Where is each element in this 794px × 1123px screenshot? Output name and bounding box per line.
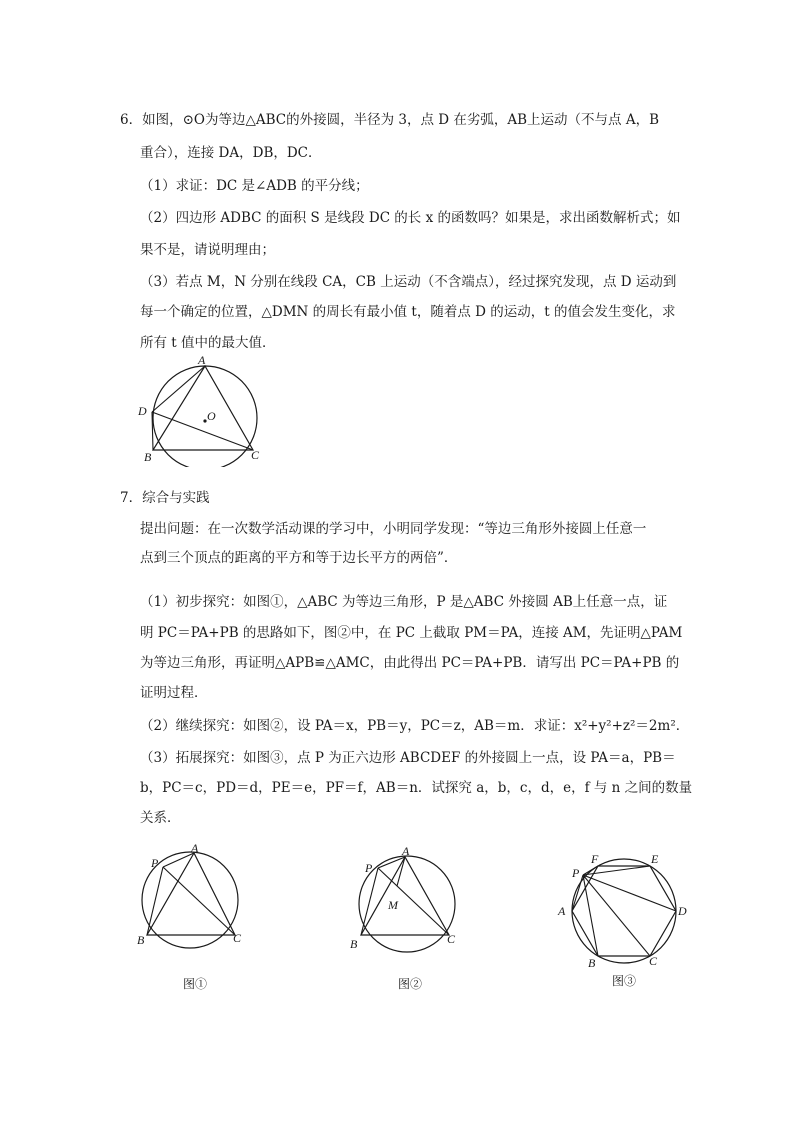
q6-triangle-abc <box>153 366 253 450</box>
fig2-label-a: A <box>402 844 410 858</box>
fig3-line-pd <box>583 875 676 911</box>
fig2-line-pb <box>361 868 378 935</box>
q6-label-o: O <box>207 409 216 423</box>
figure-2 <box>345 842 465 957</box>
fig1-label-a: A <box>191 841 199 855</box>
fig3-label-f: F <box>591 852 599 866</box>
q6-part-3: （3）若点 M，N 分别在线段 CA，CB 上运动（不含端点），经过探究发现，点 D 运动到 <box>140 274 677 290</box>
q7-problem-cont: 点到三个顶点的距离的平方和等于边长平方的两倍”． <box>140 550 458 566</box>
fig2-label-b: B <box>350 937 358 951</box>
fig1-label-c: C <box>233 931 242 945</box>
fig3-line-pa <box>572 875 583 911</box>
fig3-line-pe <box>583 866 650 875</box>
fig3-label-c: C <box>649 954 658 968</box>
q6-label-a: A <box>198 353 206 367</box>
q6-part-2-cont: 果不是，请说明理由； <box>140 242 275 258</box>
fig2-label-m: M <box>388 898 398 912</box>
fig2-label-c: C <box>447 932 456 946</box>
figure-1 <box>135 840 255 955</box>
fig3-label-e: E <box>651 852 659 866</box>
fig3-hexagon <box>572 866 676 956</box>
q6-part-3-cont: 每一个确定的位置，△DMN 的周长有最小值 t，随着点 D 的运动，t 的值会发生变化，求 <box>140 304 676 320</box>
fig3-line-pc <box>583 875 650 956</box>
figure-2-caption: 图② <box>398 977 423 991</box>
q6-label-c: C <box>251 448 260 462</box>
figure-1-caption: 图① <box>183 977 208 991</box>
q7-part-1-cont: 明 PC＝PA+PB 的思路如下，图②中，在 PC 上截取 PM＝PA，连接 AM，先证明△PAM <box>140 625 683 641</box>
fig1-label-b: B <box>137 933 145 947</box>
q6-circle <box>153 366 257 467</box>
q7-part-3-cont: b，PC＝c，PD＝d，PE＝e，PF＝f，AB＝n．试探究 a，b，c，d，e，f 与 n 之间的数量 <box>140 780 693 796</box>
q6-part-3-cont2: 所有 t 值中的最大值． <box>140 335 276 351</box>
fig3-label-p: P <box>572 866 580 880</box>
fig1-line-pb <box>147 867 163 935</box>
fig2-line-am <box>397 857 405 886</box>
q6-label-d: D <box>138 404 147 418</box>
q7-problem: 提出问题：在一次数学活动课的学习中，小明同学发现：“等边三角形外接圆上任意一 <box>140 521 647 537</box>
q7-part-3-cont2: 关系． <box>140 810 181 826</box>
figure-3-caption: 图③ <box>612 974 637 988</box>
q7-part-1-cont3: 证明过程． <box>140 685 208 701</box>
q7-title: 7．综合与实践 <box>120 490 210 506</box>
fig3-label-d: D <box>678 904 687 918</box>
fig1-label-p: P <box>151 856 159 870</box>
figure-3 <box>550 845 690 970</box>
q6-part-1: （1）求证：DC 是∠ADB 的平分线； <box>140 178 369 194</box>
fig3-label-b: B <box>588 956 596 970</box>
fig2-circle <box>359 856 455 952</box>
q7-part-2: （2）继续探究：如图②，设 PA＝x，PB＝y，PC＝z，AB＝m．求证：x²+y²+z²＝2m²． <box>140 718 690 734</box>
q6-line-dc <box>152 412 253 450</box>
q6-part-2: （2）四边形 ADBC 的面积 S 是线段 DC 的长 x 的函数吗？如果是，求出函数解析式；如 <box>140 210 681 226</box>
q7-part-1-cont2: 为等边三角形，再证明△APB≌△AMC，由此得出 PC＝PA+PB．请写出 PC＝PA+PB 的 <box>140 655 680 671</box>
q6-line-1: 6．如图，⊙O为等边△ABC的外接圆，半径为 3，点 D 在劣弧，AB上运动（不与点 A，B <box>120 112 660 128</box>
q6-label-b: B <box>144 450 152 464</box>
fig1-line-pc <box>163 867 235 935</box>
fig2-label-p: P <box>365 861 373 875</box>
fig3-label-a: A <box>558 904 566 918</box>
q7-part-3: （3）拓展探究：如图③，点 P 为正六边形 ABCDEF 的外接圆上一点，设 PA＝a，PB＝ <box>140 750 676 766</box>
q7-part-1: （1）初步探究：如图①，△ABC 为等边三角形，P 是△ABC 外接圆 AB上任意一点，证 <box>140 594 668 610</box>
q6-figure <box>135 352 275 467</box>
q6-line-2: 重合），连接 DA，DB，DC． <box>140 145 322 161</box>
